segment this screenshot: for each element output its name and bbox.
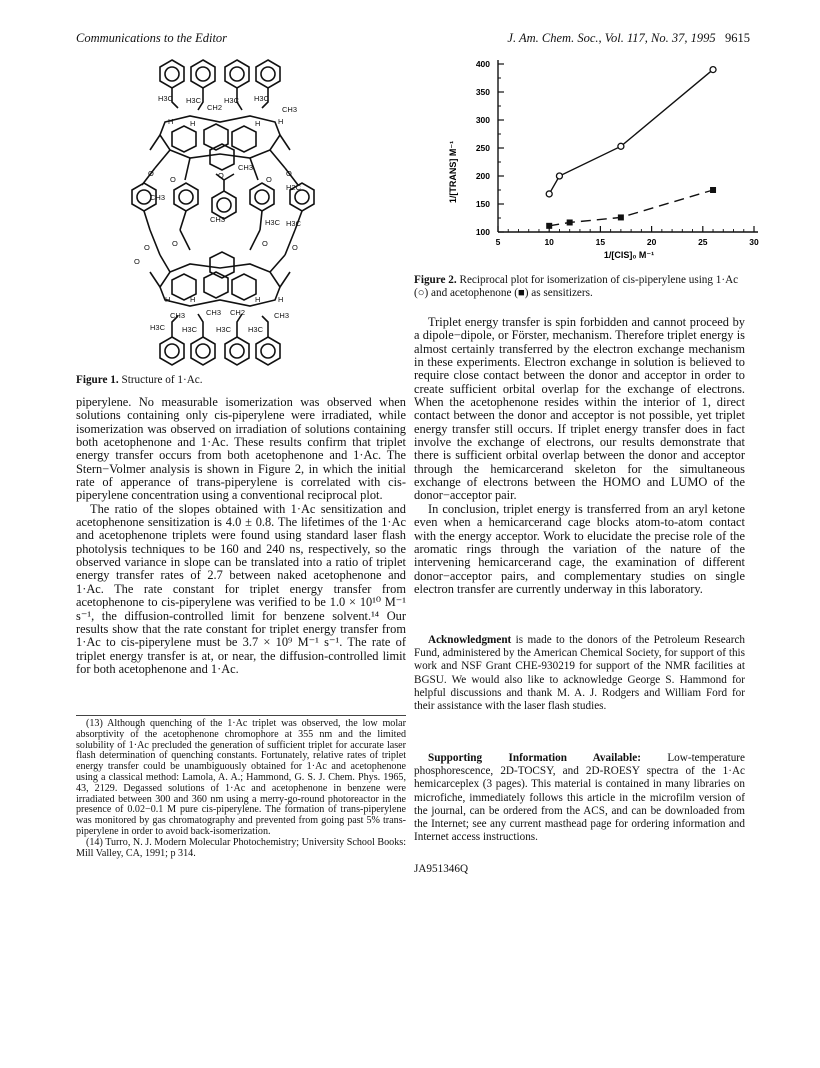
left-column-text: [76, 396, 406, 676]
atom-label: O: [134, 257, 140, 266]
atom-label: H3C: [248, 325, 264, 334]
chart-x-tick-label: 5: [495, 237, 501, 247]
chart-point-circle: [618, 143, 624, 149]
atom-label: CH2: [207, 103, 223, 112]
chart-point-square: [710, 187, 716, 193]
manuscript-code: JA951346Q: [414, 863, 469, 875]
atom-label: O: [292, 243, 298, 252]
page-number: 9615: [725, 31, 750, 45]
acknowledgment: [414, 634, 745, 713]
chart-plot-area: [476, 59, 759, 247]
chart-x-tick-label: 15: [595, 237, 606, 247]
atom-label: CH3: [150, 193, 166, 202]
running-header-left: Communications to the Editor: [76, 31, 228, 45]
body-paragraph: piperylene. No measurable isomerization was observed when solutions containing only cis-piperylene were irradiated, while isomerization was observed on irradiation of solutions containing both acetophenone and 1·Ac. These results confirm that triplet energy transfer occurs from both acetophenone and 1·Ac. The Stern−Volmer analysis is shown in Figure 2, in which the initial rate of apperance of trans-piperylene is correlated with cis-piperylene concentration using a conventional reciprocal plot.: [76, 395, 406, 503]
atom-label: H: [255, 295, 261, 304]
chart-y-tick-label: 200: [475, 171, 490, 181]
atom-label: H3C: [286, 219, 302, 228]
atom-label: H: [168, 117, 174, 126]
atom-label: H: [278, 295, 284, 304]
footnotes: [76, 715, 406, 859]
atom-label: O: [218, 171, 224, 180]
footnote-13: (13) Although quenching of the 1·Ac triplet was observed, the low molar absorptivity of the acetophenone chromophore at 355 nm and the limited solubility of 1·Ac precluded the generation of sufficient triplet for accurate laser flash determination of quenching constants. Fortunately, relative rates of triplet energy transfer could be unambiguously obtained for 1·Ac and acetophenone using a classical method: Lamola, A. A.; Hammond, G. S. J. Chem. Phys. 1965, 43, 2129. Degassed solutions of 1·Ac and acetophenone in benzene were irradiated between 300 and 360 nm using a merry-go-round photoreactor in the presence of 0.02−0.1 M pure cis-piperylene. The formation of trans-piperylene was monitored by gas chromatography and prevented from going past 5% trans-piperylene in order to avoid back-isomerization.: [76, 718, 406, 837]
chart-x-tick-label: 25: [698, 237, 708, 247]
atom-label: CH3: [274, 311, 290, 320]
footnote-14: (14) Turro, N. J. Modern Molecular Photochemistry; University School Books: Mill Valley, CA, 1991; p 314.: [76, 836, 406, 859]
atom-label: H: [190, 295, 196, 304]
atom-label: H3C: [182, 325, 198, 334]
chart-y-label: 1/[TRANS] M⁻¹: [448, 140, 458, 204]
atom-label: H3C: [150, 323, 166, 332]
atom-label: CH3: [282, 105, 298, 114]
chart-point-circle: [546, 191, 552, 197]
journal-citation: J. Am. Chem. Soc., Vol. 117, No. 37, 1995: [507, 31, 716, 45]
atom-label: H3C: [224, 96, 240, 105]
body-paragraph: The ratio of the slopes obtained with 1·Ac sensitization and acetophenone sensitization is 4.0 ± 0.8. The lifetimes of the 1·Ac and acetophenone triplets were found using standard laser flash photolysis techniques to be 160 and 240 ns, respectively, so the observed variance in slope can be translated into a ratio of triplet energy transfer rates of 2.7 between naked acetophenone and 1·Ac. The rate constant for triplet energy transfer from acetophenone to cis-piperylene was verified to be 1.0 × 10¹⁰ M⁻¹ s⁻¹, the diffusion-controlled limit for benzene solvent.¹⁴ Our results show that the rate constant for triplet energy transfer from 1·Ac to cis-piperylene must be 3.7 × 10⁹ M⁻¹ s⁻¹. The rate of triplet energy transfer is at, or near, the diffusion-controlled limit for both acetophenone and 1·Ac.: [76, 501, 406, 676]
body-paragraph: In conclusion, triplet energy is transferred from an aryl ketone even when a hemicarcerand cage blocks atom-to-atom contact with the energy acceptor. Work to elucidate the precise role of the aromatic rings through the variation of the nature of the intervening hemicarcerand cage, the examination of different donor−acceptor pairs, and complementary studies on single electron transfer are currently underway in this laboratory.: [414, 501, 745, 596]
atom-label: H3C: [186, 96, 202, 105]
atom-label: O: [266, 175, 272, 184]
atom-label: O: [286, 169, 292, 178]
figure1-caption-text: Structure of 1·Ac.: [121, 374, 203, 386]
atom-label: CH3: [210, 215, 226, 224]
figure2-caption: [414, 274, 745, 299]
chart-x-label: 1/[CIS]₀ M⁻¹: [603, 250, 655, 260]
chart-x-tick-label: 20: [646, 237, 657, 247]
figure2-caption-text: Reciprocal plot for isomerization of cis-piperylene using 1·Ac (○) and acetophenone (■) as sensitizers.: [414, 274, 739, 299]
bottom-phenyl-rings: [160, 337, 280, 365]
atom-label: H2C: [286, 183, 302, 192]
atom-label: H3C: [158, 94, 174, 103]
atom-label: H: [255, 119, 261, 128]
chart-y-tick-label: 300: [475, 115, 490, 125]
atom-label: H3C: [254, 94, 270, 103]
figure1-structure: [110, 50, 370, 370]
chart-y-tick-label: 350: [475, 87, 490, 97]
chart-point-circle: [710, 67, 716, 73]
acknowledgment-text: is made to the donors of the Petroleum Research Fund, administered by the American Chemical Society, for support of this work and NSF Grant CHE-930219 for support of the NMR facilities at BGSU. We would also like to acknowledge George S. Hammond for helpful discussions and thank M. A. J. Rodgers and William Ford for their assistance with the laser flash studies.: [414, 634, 745, 713]
atom-label: O: [144, 243, 150, 252]
figure1-caption-label: Figure 1.: [76, 374, 119, 386]
top-phenyl-rings: [160, 60, 280, 88]
right-column-text: [414, 316, 745, 596]
atom-label: CH2: [230, 308, 246, 317]
figure2-caption-label: Figure 2.: [414, 274, 457, 286]
footnote-rule: [76, 715, 406, 716]
chart-point-square: [546, 223, 552, 229]
atom-label: CH3: [170, 311, 186, 320]
chart-point-circle: [556, 173, 562, 179]
atom-label: H: [190, 119, 196, 128]
atom-label: CH3: [206, 308, 222, 317]
chart-point-square: [618, 214, 624, 220]
supporting-text: Low-temperature phosphorescence, 2D-TOCSY, and 2D-ROESY spectra of the 1·Ac hemicarceplex (3 pages). This material is contained in many libraries on microfiche, immediately follows this article in the microfilm version of the journal, can be ordered from the ACS, and can be downloaded from the Internet; see any current masthead page for ordering information and Internet access instructions.: [414, 752, 745, 844]
body-paragraph: Triplet energy transfer is spin forbidden and cannot proceed by a dipole−dipole, or Förster, mechanism. Therefore triplet energy is almost certainly transferred by the electron exchange mechanism in these experiments. Electron exchange in solution is believed to require close contact between the donor and acceptor in order to create sufficient orbital overlap for the exchange of electrons. When the acetophenone resides within the interior of 1, direct contact between the donor and acceptor is not possible, yet triplet energy transfer still occurs. If triplet energy transfer does in fact involve the exchange of electrons, our results demonstrate that there is sufficient orbital overlap between the donor and acceptor through the hemicarcerand skeleton for the simultaneous exchange of electrons between the HOMO and LUMO of the donor−acceptor pair.: [414, 315, 745, 503]
atom-label: H3C: [265, 218, 281, 227]
atom-label: H: [165, 295, 171, 304]
chart-x-tick-label: 10: [544, 237, 554, 247]
atom-label: O: [170, 175, 176, 184]
bottom-bowl: [150, 252, 290, 306]
supporting-label: Supporting Information Available:: [428, 752, 641, 764]
chart-y-tick-label: 250: [475, 143, 490, 153]
chart-y-tick-label: 400: [475, 59, 490, 69]
chart-y-tick-label: 100: [475, 227, 490, 237]
atom-label: O: [262, 239, 268, 248]
atom-label: O: [148, 169, 154, 178]
supporting-information: [414, 752, 745, 844]
figure1-caption: [76, 374, 406, 387]
chart-series-line: [549, 190, 713, 226]
atom-label: O: [172, 239, 178, 248]
running-header-right: [507, 31, 750, 46]
acknowledgment-label: Acknowledgment: [428, 634, 512, 646]
chart-y-tick-label: 150: [475, 199, 490, 209]
figure2-chart: [444, 52, 774, 267]
chart-point-square: [567, 219, 573, 225]
atom-label: H: [278, 117, 284, 126]
chart-series-line: [549, 70, 713, 194]
atom-label: H3C: [216, 325, 232, 334]
atom-label: CH3: [238, 163, 254, 172]
chart-x-tick-label: 30: [749, 237, 759, 247]
